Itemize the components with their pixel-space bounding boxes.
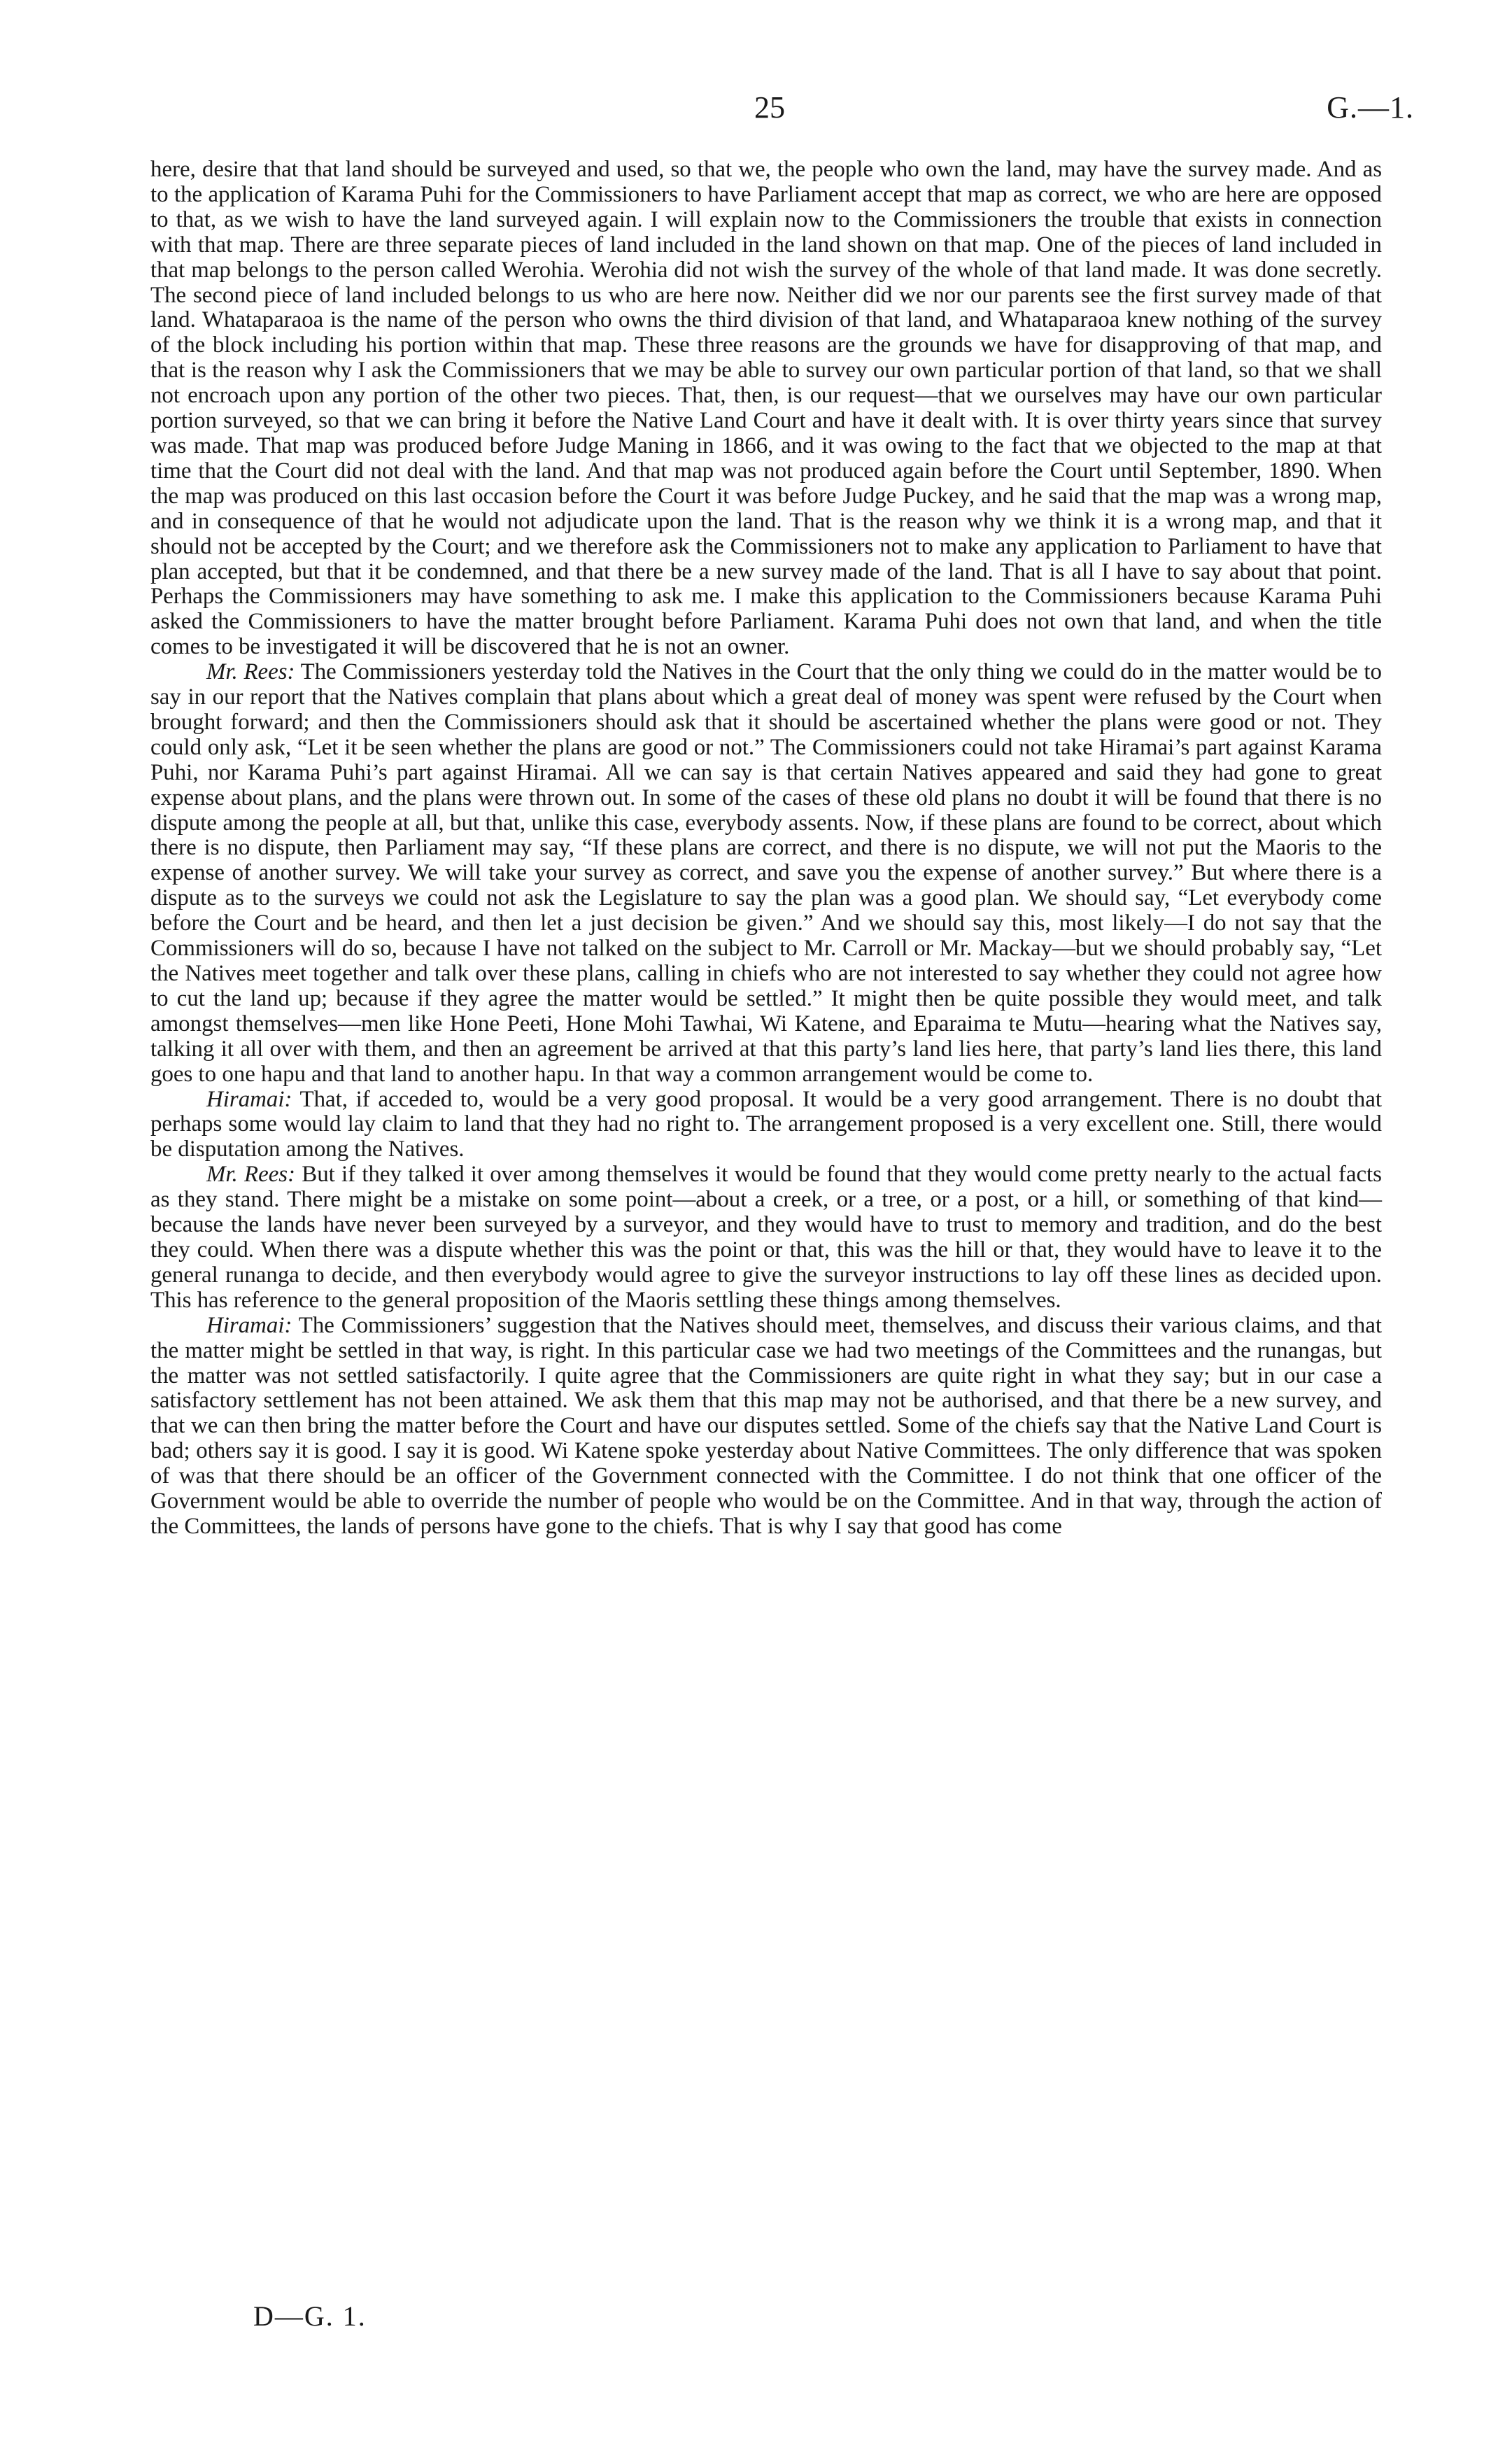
paragraph-text: That, if acceded to, would be a very good proposal. It would be a very good arrangement. There is no doubt that perhaps some would lay claim to land that they had no right to. The arrangement proposed is a very excellent one. Still, there would be disputation among the Natives. [150,1086,1382,1162]
paragraph-text: But if they talked it over among themselves it would be found that they would come pretty nearly to the actual facts as they stand. There might be a mistake on some point—about a creek, or a tree, or a post, or a hill, or something of that kind—because the lands have never been surveyed by a surveyor, and they would have to trust to memory and tradition, and do the best they could. When there was a dispute whether this was the point or that, this was the hill or that, they would have to leave it to the general runanga to decide, and then everybody would agree to give the surveyor instructions to lay off these lines as decided upon. This has reference to the general proposition of the Maoris settling these things among themselves. [150,1162,1382,1313]
paragraph [150,157,1382,660]
paragraph [150,1314,1382,1540]
body-text [150,157,1382,1540]
paragraph [150,1162,1382,1313]
paragraph [150,660,1382,1087]
document-code: G.—1. [1327,90,1414,125]
signature-mark: D—G. 1. [253,2300,367,2332]
speaker-name: Hiramai: [206,1086,292,1112]
paragraph-text: here, desire that that land should be surveyed and used, so that we, the people who own the land, may have the survey made. And as to the application of Karama Puhi for the Commissioners to have Parliament accept that map as correct, we who are here are opposed to that, as we wish to have the land surveyed again. I will explain now to the Commissioners the trouble that exists in connection with that map. There are three separate pieces of land included in the land shown on that map. One of the pieces of land included in that map belongs to the person called Werohia. Werohia did not wish the survey of the whole of that land made. It was done secretly. The second piece of land included belongs to us who are here now. Neither did we nor our parents see the first survey made of that land. Whataparaoa is the name of the person who owns the third division of that land, and Whataparaoa knew nothing of the survey of the block including his portion within that map. These three reasons are the grounds we have for disapproving of that map, and that is the reason why I ask the Commissioners that we may be able to survey our own particular portion of that land, so that we shall not encroach upon any portion of the other two pieces. That, then, is our request—that we ourselves may have our own particular portion surveyed, so that we can bring it before the Native Land Court and have it dealt with. It is over thirty years since that survey was made. That map was produced before Judge Maning in 1866, and it was owing to the fact that we objected to the map at that time that the Court did not deal with the land. And that map was not produced again before the Court until September, 1890. When the map was produced on this last occasion before the Court it was before Judge Puckey, and he said that the map was a wrong map, and in consequence of that he would not adjudicate upon the land. That is the reason why we think it is a wrong map, and that it should not be accepted by the Court; and we therefore ask the Commissioners not to make any application to Parliament to have that plan accepted, but that it be condemned, and that there be a new survey made of the land. That is all I have to say about that point. Perhaps the Commissioners may have something to ask me. I make this application to the Commissioners because Karama Puhi asked the Commissioners to have the matter brought before Parliament. Karama Puhi does not own that land, and when the title comes to be investigated it will be discovered that he is not an owner. [150,157,1382,660]
paragraph-text: The Commissioners yesterday told the Natives in the Court that the only thing we could do in the matter would be to say in our report that the Natives complain that plans about which a great deal of money was spent were refused by the Court when brought forward; and then the Commissioners should ask that it should be ascertained whether the plans were good or not. They could only ask, “Let it be seen whether the plans are good or not.” The Commissioners could not take Hiramai’s part against Karama Puhi, nor Karama Puhi’s part against Hiramai. All we can say is that certain Natives appeared and said they had gone to great expense about plans, and the plans were thrown out. In some of the cases of these old plans no doubt it will be found that there is no dispute among the people at all, but that, unlike this case, everybody assents. Now, if these plans are found to be correct, about which there is no dispute, then Parliament may say, “If these plans are correct, and there is no dispute, we will not put the Maoris to the expense of another survey. We will take your survey as correct, and save you the expense of another survey.” But where there is a dispute as to the surveys we could not ask the Legislature to say the plan was a good plan. We should say, “Let everybody come before the Court and be heard, and then let a just decision be given.” And we should say this, most likely—I do not say that the Commissioners will do so, because I have not talked on the subject to Mr. Carroll or Mr. Mackay—but we should probably say, “Let the Natives meet together and talk over these plans, calling in chiefs who are not interested to say whether they could not agree how to cut the land up; because if they agree the matter would be settled.” It might then be quite possible they would meet, and talk amongst themselves—men like Hone Peeti, Hone Mohi Tawhai, Wi Katene, and Eparaima te Mutu—hearing what the Natives say, talking it all over with them, and then an agreement be arrived at that this party’s land lies here, that party’s land lies there, this land goes to one hapu and that land to another hapu. In that way a common arrangement would be come to. [150,659,1382,1087]
speaker-name: Mr. Rees: [206,659,295,685]
paragraph [150,1088,1382,1163]
paragraph-text: The Commissioners’ suggestion that the Natives should meet, themselves, and discuss their various claims, and that the matter might be settled in that way, is right. In this particular case we had two meetings of the Committees and the runangas, but the matter was not settled satisfactorily. I quite agree that the Commissioners are quite right in what they say; but in our case a satisfactory settlement has not been attained. We ask them that this map may not be authorised, and that there be a new survey, and that we can then bring the matter before the Court and have our disputes settled. Some of the chiefs say that the Native Land Court is bad; others say it is good. I say it is good. Wi Katene spoke yesterday about Native Committees. The only difference that was spoken of was that there should be an officer of the Government connected with the Committee. I do not think that one officer of the Government would be able to override the number of people who would be on the Committee. And in that way, through the action of the Committees, the lands of persons have gone to the chiefs. That is why I say that good has come [150,1312,1382,1539]
speaker-name: Mr. Rees: [206,1162,296,1188]
page-number: 25 [754,90,785,125]
speaker-name: Hiramai: [206,1312,292,1338]
